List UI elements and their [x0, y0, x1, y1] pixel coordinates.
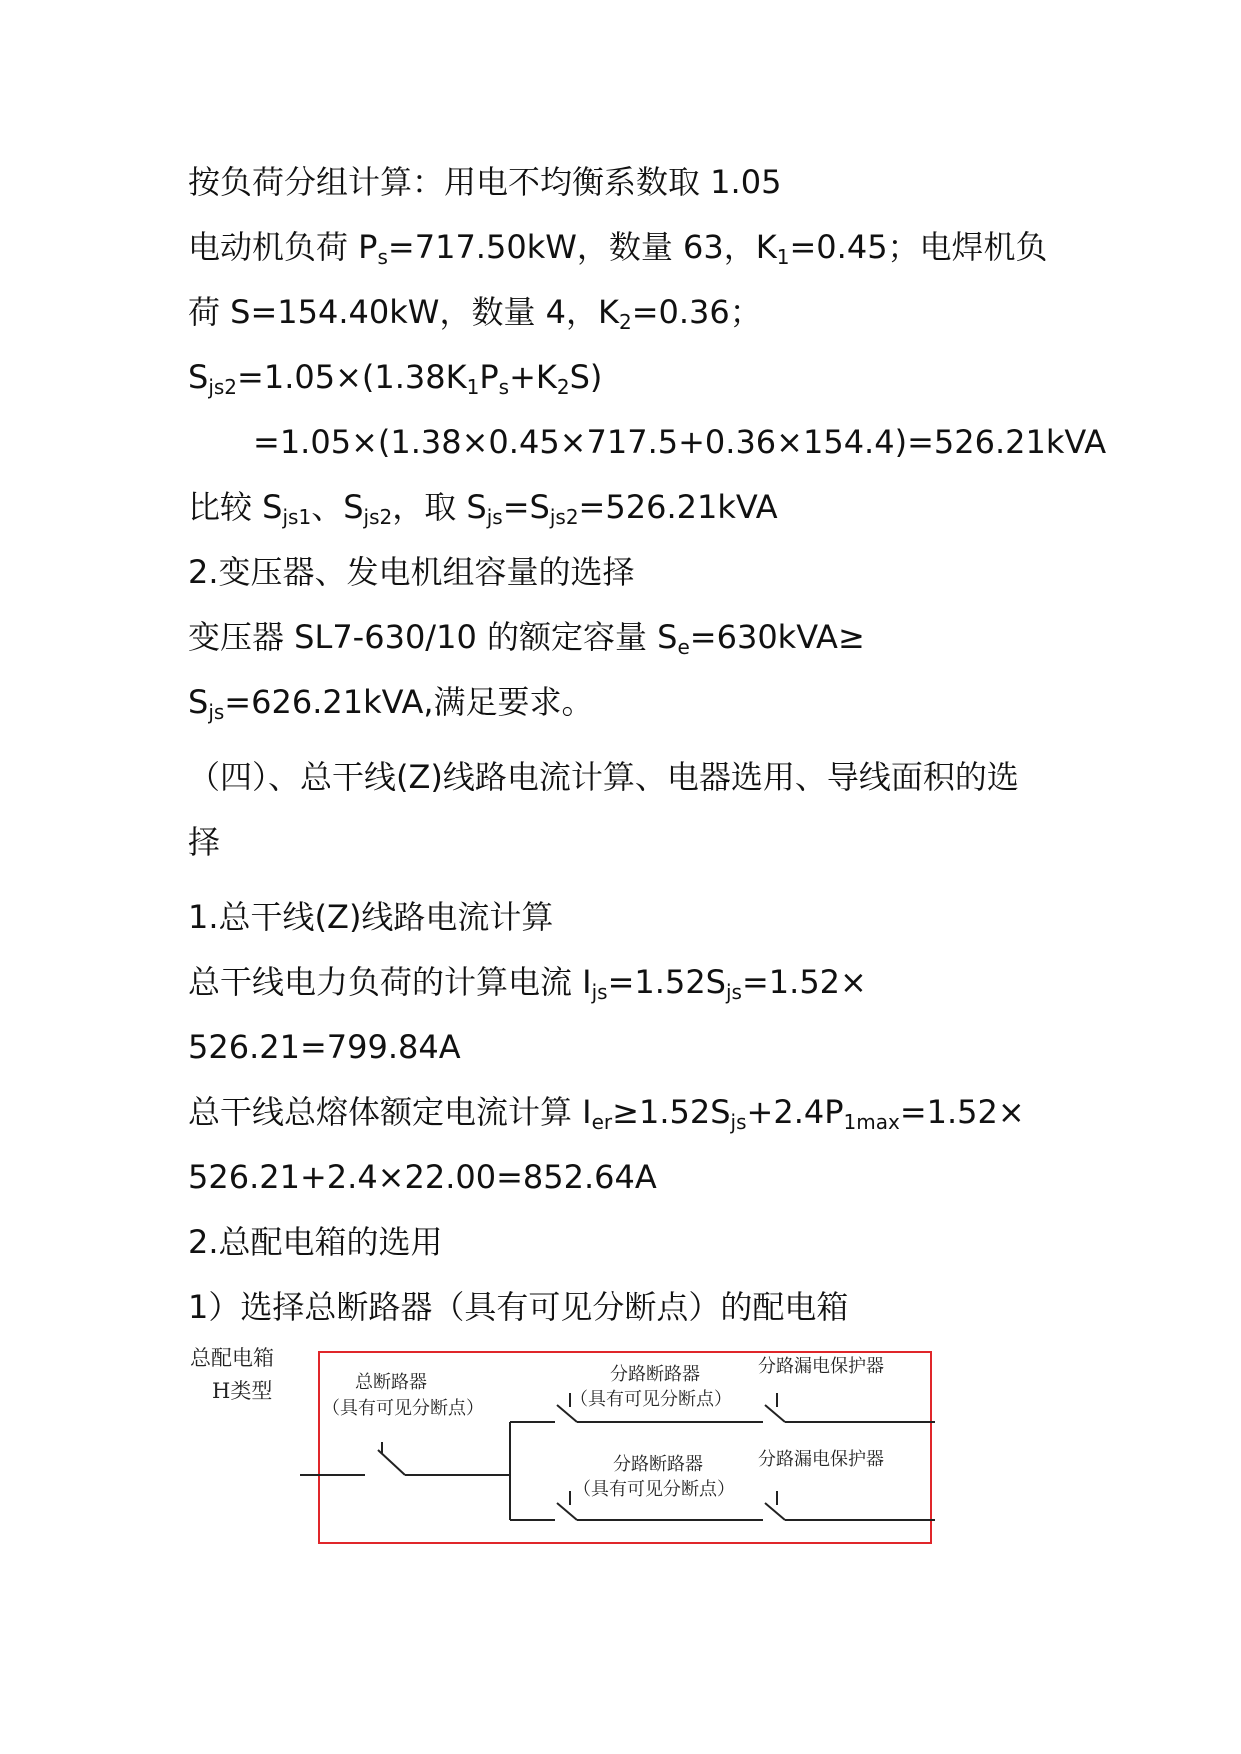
formula-sjs2: $S_{js2}=1.05\times(1.38K_1P_s+K_2S)$	[188, 358, 603, 399]
branch2-rcd-switch	[765, 1503, 785, 1520]
text-line-transformer: 变压器 SL7-630/10 的额定容量 $S_e=630kVA\ge$	[188, 618, 865, 659]
section-heading-4-cont: 择	[188, 823, 221, 861]
formula-sjs2-value: =1.05×(1.38×0.45×717.5+0.36×154.4)=526.21kVA	[253, 423, 1107, 461]
distribution-box-diagram	[190, 1345, 940, 1565]
text-line-ijs: 总干线电力负荷的计算电流 $I_{js}=1.52S_{js}=1.52\times$	[188, 963, 867, 1004]
text-line-select-box: 1）选择总断路器（具有可见分断点）的配电箱	[188, 1288, 849, 1326]
box-type: H类型	[212, 1379, 273, 1403]
branch1-breaker-label: 分路断路器	[610, 1364, 700, 1385]
branch2-breaker-label: 分路断路器	[613, 1454, 703, 1475]
section-heading-transformer: 2.变压器、发电机组容量的选择	[188, 553, 635, 591]
text-line-compare: 比较 $S_{js1}$、$S_{js2}$，取 $S_{js}=S_{js2}=526.21kVA$	[188, 488, 778, 529]
section-heading-current: 1.总干线(Z)线路电流计算	[188, 898, 554, 936]
branch1-rcd-switch	[765, 1405, 785, 1422]
text-line-2: 电动机负荷 $P_s=717.50kW$，数量 63，$K_1=0.45$；电焊机负	[188, 228, 1048, 269]
text-line-ier-value: 526.21+2.4×22.00=852.64A	[188, 1158, 657, 1196]
branch1-breaker-sublabel: （具有可见分断点）	[570, 1389, 732, 1410]
text-line-ier: 总干线总熔体额定电流计算 $I_{er}\ge 1.52S_{js}+2.4P_{1max}=1.52\times$	[188, 1093, 1025, 1134]
text-line-3: 荷 S=154.40kW，数量 4，$K_2=0.36$；	[188, 293, 762, 334]
branch1-rcd-label: 分路漏电保护器	[758, 1356, 884, 1377]
branch2-breaker-switch	[557, 1503, 577, 1520]
main-breaker-sublabel: （具有可见分断点）	[322, 1398, 484, 1419]
text-line-ijs-value: 526.21=799.84A	[188, 1028, 461, 1066]
branch2-breaker-sublabel: （具有可见分断点）	[573, 1479, 735, 1500]
main-breaker-switch	[378, 1450, 405, 1475]
main-breaker-label: 总断路器	[355, 1372, 427, 1393]
section-heading-4: （四）、总干线(Z)线路电流计算、电器选用、导线面积的选	[188, 758, 1019, 796]
text-line-1: 按负荷分组计算：用电不均衡系数取 1.05	[188, 163, 782, 201]
text-line-transformer-2: $S_{js}=626.21kVA$,满足要求。	[188, 683, 594, 724]
branch2-rcd-label: 分路漏电保护器	[758, 1449, 884, 1470]
section-heading-box: 2.总配电箱的选用	[188, 1223, 443, 1261]
box-title: 总配电箱	[190, 1346, 274, 1370]
